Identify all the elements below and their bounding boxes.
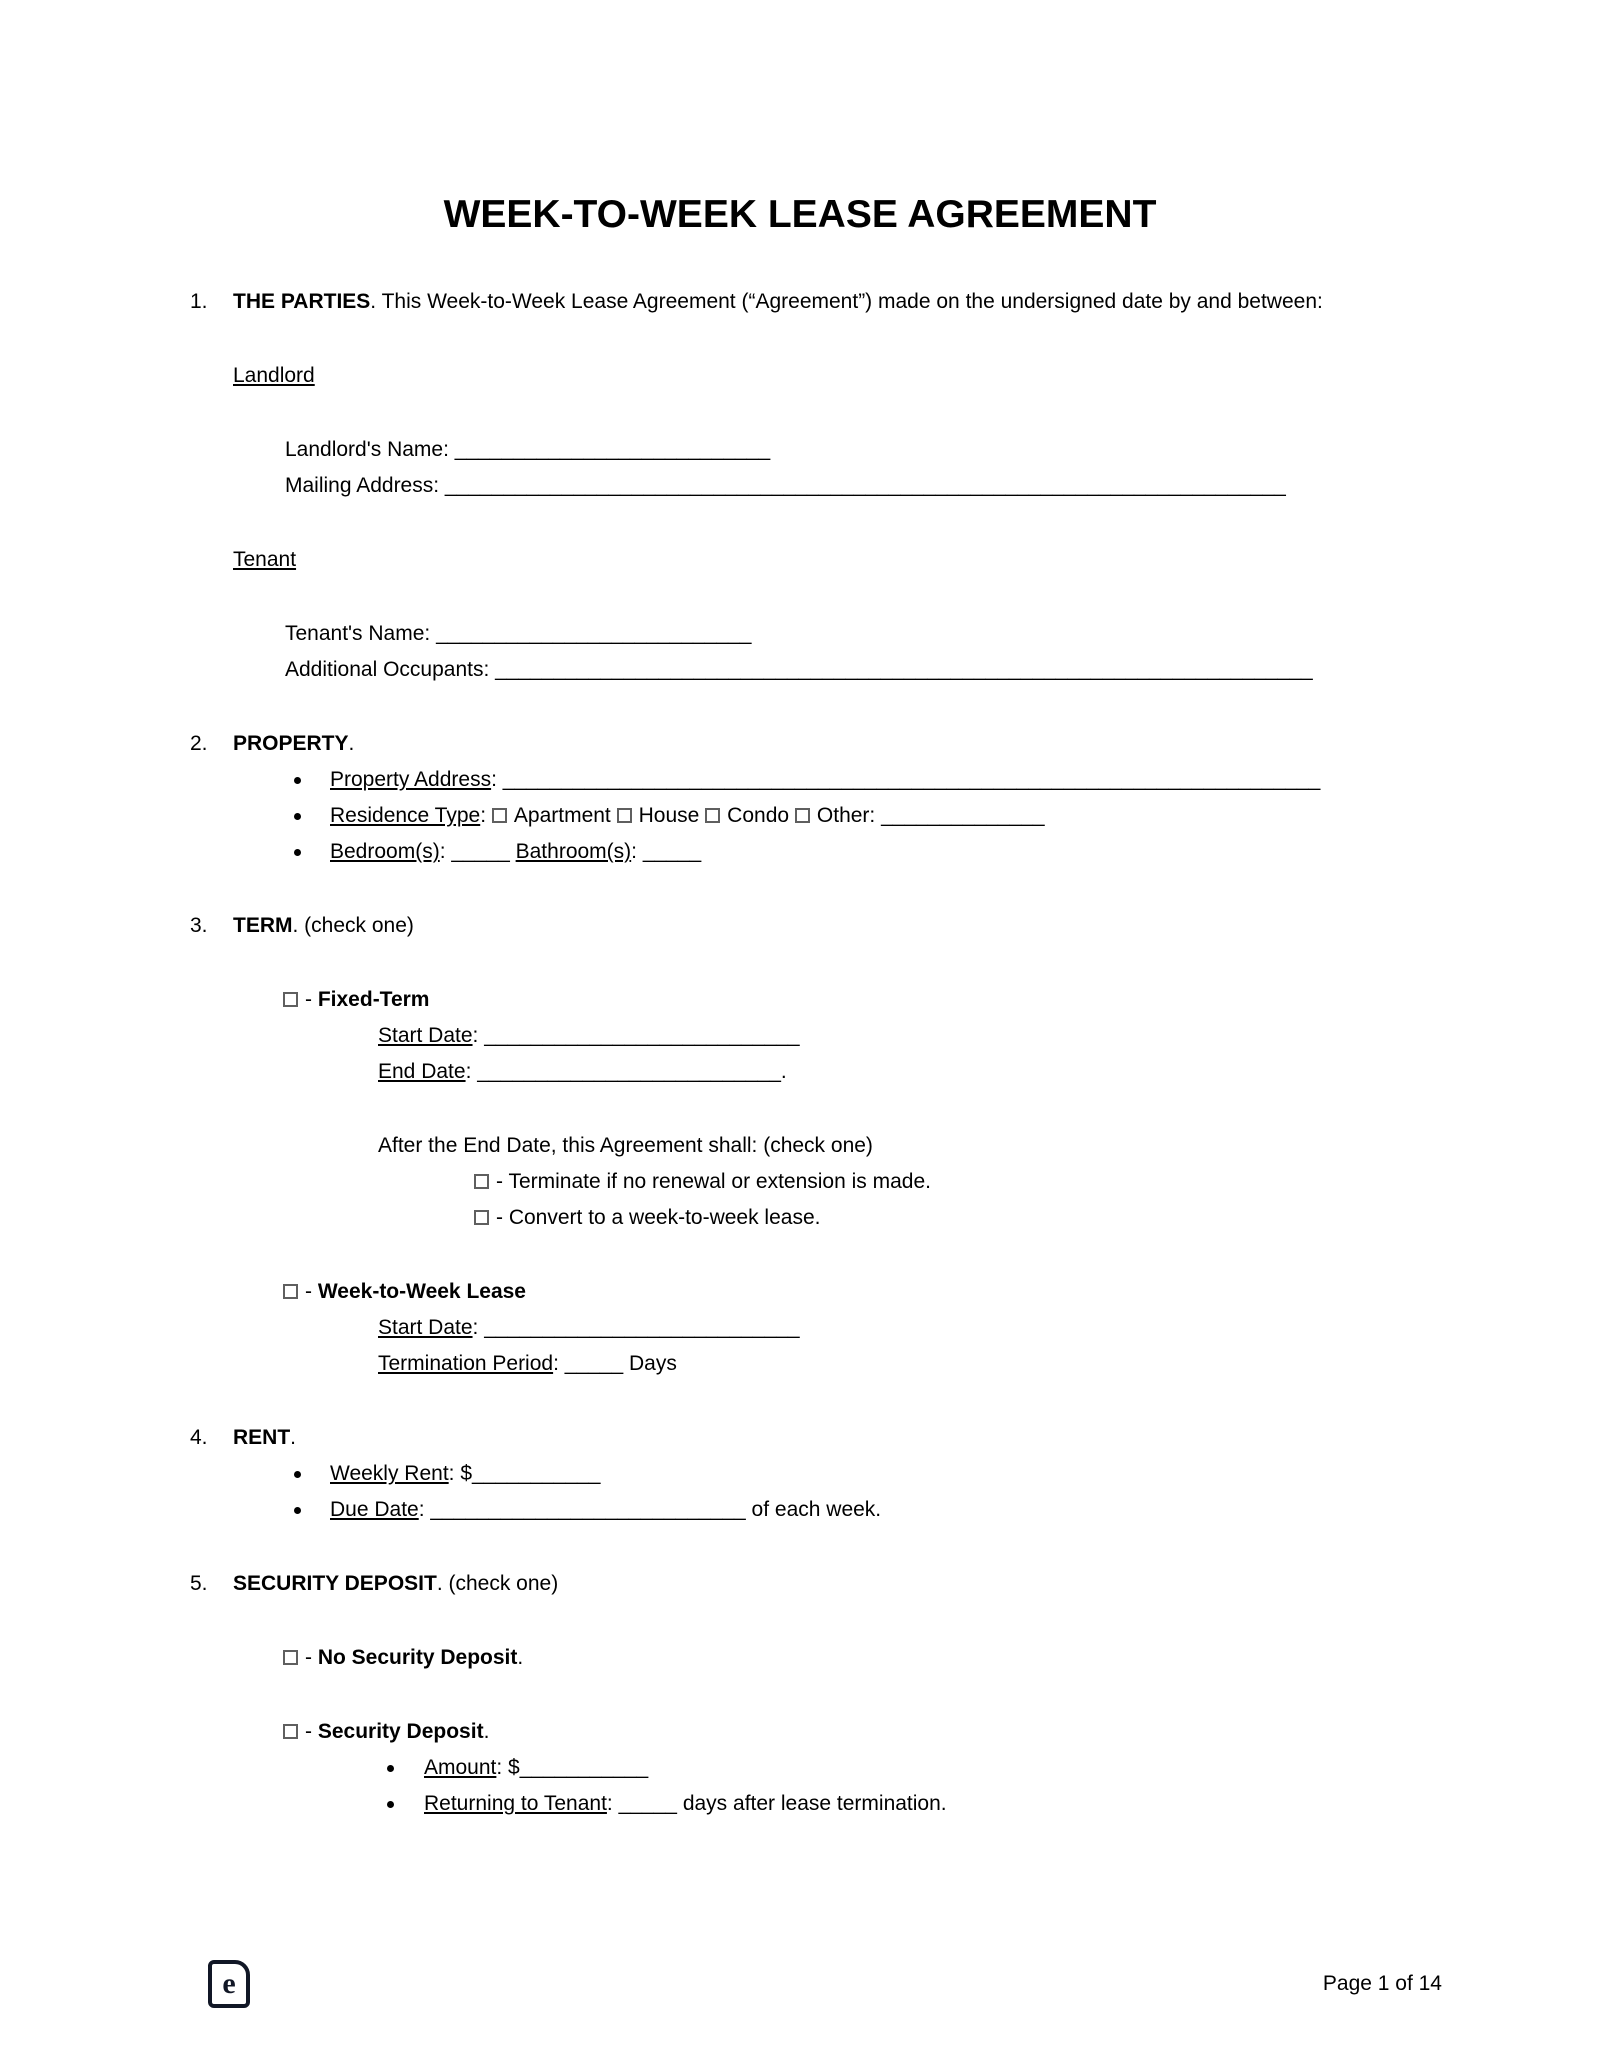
tenant-subheading-row: [190, 542, 1410, 578]
fixed-end-date-row: [190, 1054, 1410, 1090]
bullet-icon: [294, 1471, 301, 1478]
fixed-term-label: Fixed-Term: [317, 988, 430, 1011]
section-rent-suffix: .: [290, 1426, 297, 1449]
section-rent-title: RENT: [233, 1426, 291, 1449]
landlord-name-blank: ___________________________: [454, 438, 771, 461]
landlord-subheading: Landlord: [233, 364, 315, 387]
weekly-start-date-label: Start Date: [378, 1316, 473, 1339]
no-security-deposit-checkbox[interactable]: [283, 1650, 298, 1665]
section-property-number: 2.: [190, 732, 208, 755]
fixed-start-date-blank: : ___________________________: [472, 1024, 800, 1047]
bullet-icon: [294, 849, 301, 856]
bullet-icon: [387, 1801, 394, 1808]
bathroom-blank: : _____: [631, 840, 702, 863]
condo-checkbox[interactable]: [705, 808, 720, 823]
apartment-checkbox[interactable]: [492, 808, 507, 823]
fixed-start-date-label: Start Date: [378, 1024, 473, 1047]
landlord-subheading-row: [190, 358, 1410, 394]
section-property-heading: [190, 726, 1410, 762]
residence-type-row: [190, 798, 1410, 834]
weekly-rent-row: [190, 1456, 1410, 1492]
section-rent-heading: [190, 1420, 1410, 1456]
weekly-start-date-row: [190, 1310, 1410, 1346]
property-address-row: [190, 762, 1410, 798]
week-to-week-checkbox[interactable]: [283, 1284, 298, 1299]
section-term-heading: [190, 908, 1410, 944]
eforms-logo: [208, 1960, 250, 2008]
mailing-address-row: [190, 468, 1410, 504]
fixed-end-date-label: End Date: [378, 1060, 466, 1083]
terminate-checkbox[interactable]: [474, 1174, 489, 1189]
landlord-name-label: Landlord's Name:: [285, 438, 449, 461]
document-title: WEEK-TO-WEEK LEASE AGREEMENT: [443, 193, 1157, 236]
bedroom-bathroom-row: [190, 834, 1410, 870]
other-option-label: Other: ______________: [816, 804, 1045, 827]
section-deposit-title: SECURITY DEPOSIT: [233, 1572, 437, 1595]
page-footer: [0, 1960, 1600, 2008]
additional-occupants-label: Additional Occupants:: [285, 658, 490, 681]
security-deposit-dash: -: [305, 1720, 312, 1743]
bullet-icon: [294, 1507, 301, 1514]
due-date-row: [190, 1492, 1410, 1528]
property-address-blank: : ______________________________________________________________________: [491, 768, 1321, 791]
apartment-option-label: Apartment: [513, 804, 611, 827]
section-rent-number: 4.: [190, 1426, 208, 1449]
section-deposit-number: 5.: [190, 1572, 208, 1595]
bullet-icon: [294, 813, 301, 820]
security-deposit-label: Security Deposit: [317, 1720, 484, 1743]
fixed-term-option-row: [190, 982, 1410, 1018]
residence-type-colon: :: [480, 804, 492, 827]
section-parties-heading: [190, 284, 1410, 320]
fixed-start-date-row: [190, 1018, 1410, 1054]
additional-occupants-blank: ______________________________________________________________________: [495, 658, 1313, 681]
due-date-label: Due Date: [330, 1498, 419, 1521]
landlord-name-row: [190, 432, 1410, 468]
eforms-logo-letter: e: [222, 1967, 236, 2000]
tenant-name-label: Tenant's Name:: [285, 622, 431, 645]
due-date-blank: : ___________________________ of each week.: [418, 1498, 882, 1521]
section-property-suffix: .: [348, 732, 355, 755]
termination-period-row: [190, 1346, 1410, 1382]
condo-option-label: Condo: [727, 804, 790, 827]
bathroom-label: Bathroom(s): [515, 840, 632, 863]
deposit-returning-row: [190, 1786, 1410, 1822]
security-deposit-row: [190, 1714, 1410, 1750]
terminate-option-row: [190, 1164, 1410, 1200]
no-security-deposit-label: No Security Deposit: [317, 1646, 518, 1669]
house-checkbox[interactable]: [617, 808, 632, 823]
no-security-deposit-suffix: .: [517, 1646, 524, 1669]
week-to-week-option-row: [190, 1274, 1410, 1310]
weekly-rent-blank: : $___________: [448, 1462, 601, 1485]
bullet-icon: [387, 1765, 394, 1772]
section-deposit-heading: [190, 1566, 1410, 1602]
fixed-term-dash: -: [305, 988, 312, 1011]
section-property-title: PROPERTY: [233, 732, 349, 755]
convert-option-label: - Convert to a week-to-week lease.: [496, 1206, 821, 1229]
termination-period-blank: : _____ Days: [553, 1352, 677, 1375]
deposit-amount-blank: : $___________: [496, 1756, 649, 1779]
other-checkbox[interactable]: [795, 808, 810, 823]
after-end-date-row: [190, 1128, 1410, 1164]
bedroom-label: Bedroom(s): [330, 840, 440, 863]
section-parties-title: THE PARTIES: [233, 290, 371, 313]
week-to-week-label: Week-to-Week Lease: [317, 1280, 526, 1303]
no-security-deposit-dash: -: [305, 1646, 312, 1669]
house-option-label: House: [638, 804, 700, 827]
termination-period-label: Termination Period: [378, 1352, 554, 1375]
property-address-label: Property Address: [330, 768, 492, 791]
tenant-name-row: [190, 616, 1410, 652]
fixed-end-date-blank: : __________________________.: [465, 1060, 787, 1083]
convert-option-row: [190, 1200, 1410, 1236]
weekly-rent-label: Weekly Rent: [330, 1462, 449, 1485]
security-deposit-checkbox[interactable]: [283, 1724, 298, 1739]
terminate-option-label: - Terminate if no renewal or extension is made.: [496, 1170, 931, 1193]
section-parties-number: 1.: [190, 290, 208, 313]
section-term-suffix: . (check one): [292, 914, 414, 937]
no-security-deposit-row: [190, 1640, 1410, 1676]
section-deposit-suffix: . (check one): [436, 1572, 559, 1595]
mailing-address-label: Mailing Address:: [285, 474, 440, 497]
convert-checkbox[interactable]: [474, 1210, 489, 1225]
security-deposit-suffix: .: [483, 1720, 490, 1743]
after-end-date-text: After the End Date, this Agreement shall: (check one): [378, 1134, 873, 1157]
page-number: Page 1 of 14: [1322, 1972, 1442, 1995]
deposit-returning-label: Returning to Tenant: [424, 1792, 607, 1815]
additional-occupants-row: [190, 652, 1410, 688]
mailing-address-blank: ________________________________________________________________________: [444, 474, 1286, 497]
weekly-start-date-blank: : ___________________________: [472, 1316, 800, 1339]
tenant-subheading: Tenant: [233, 548, 297, 571]
residence-type-label: Residence Type: [330, 804, 481, 827]
deposit-amount-row: [190, 1750, 1410, 1786]
section-term-title: TERM: [233, 914, 293, 937]
deposit-returning-blank: : _____ days after lease termination.: [606, 1792, 947, 1815]
bedroom-blank: : _____: [439, 840, 510, 863]
tenant-name-blank: ___________________________: [436, 622, 752, 645]
week-to-week-dash: -: [305, 1280, 312, 1303]
section-term-number: 3.: [190, 914, 208, 937]
deposit-amount-label: Amount: [424, 1756, 497, 1779]
fixed-term-checkbox[interactable]: [283, 992, 298, 1007]
section-parties-intro: . This Week-to-Week Lease Agreement (“Agreement”) made on the undersigned date by and between:: [370, 290, 1323, 313]
bullet-icon: [294, 777, 301, 784]
